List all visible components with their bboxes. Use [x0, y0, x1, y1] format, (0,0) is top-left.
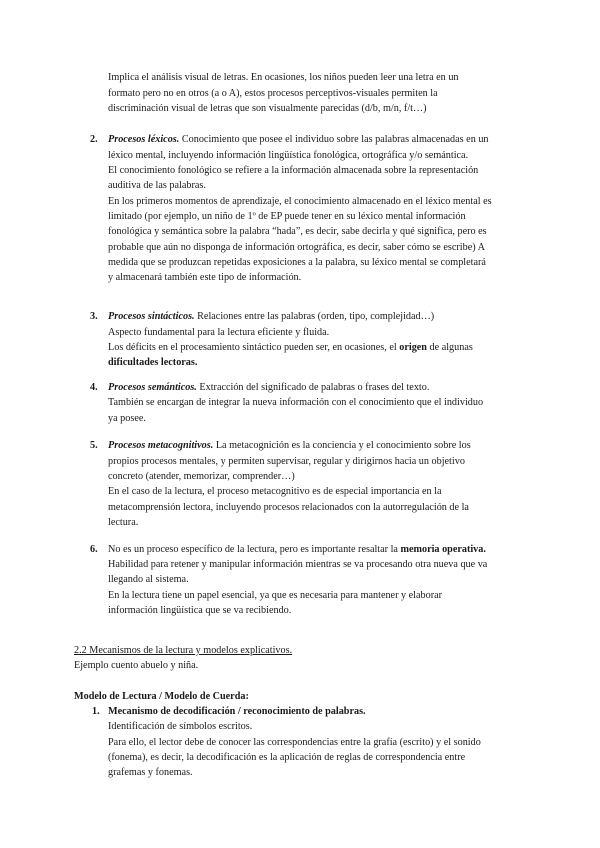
intro-line-3: discriminación visual de letras que son visualmente parecidas (d/b, m/n, f/t…) [108, 103, 427, 114]
item-3-line-2: Aspecto fundamental para la lectura eficiente y fluida. [108, 327, 330, 338]
item-2-line-7: fonológica y semántica sobre la palabra “hada”, es decir, sabe decirla y qué significa, pero es [108, 226, 487, 237]
item-6-line-1: No es un proceso específico de la lectura, pero es importante resaltar la [108, 544, 401, 555]
item-5-number: 5. [90, 440, 98, 451]
item-5-line-3: concreto (atender, memorizar, comprender…) [108, 471, 295, 482]
item-2-line-4: auditiva de las palabras. [108, 180, 206, 191]
model-title: Modelo de Lectura / Modelo de Cuerda: [74, 691, 249, 702]
item-3-line-4: dificultades lectoras. [108, 357, 198, 368]
intro-line-2: formato pero no en otros (a o A), estos procesos perceptivos-visuales permiten la [108, 88, 438, 99]
item-4-first-line [108, 380, 429, 396]
item-6-line-4: En la lectura tiene un papel esencial, ya que es necesaria para mantener y elaborar [108, 590, 443, 601]
item-2-line-2: léxico mental, incluyendo información lingüística fonológica, ortográfica y/o semántica. [108, 150, 469, 161]
item-6-number: 6. [90, 544, 98, 555]
item-5-first-line [108, 438, 471, 454]
item-6-line-5: información lingüística que se va recibiendo. [108, 605, 292, 616]
item-4-title: Procesos semánticos. [108, 382, 197, 393]
item-2-title: Procesos léxicos. [108, 134, 180, 145]
item-5-line-5: metacomprensión lectora, incluyendo procesos relacionados con la autorregulación de la [108, 502, 469, 513]
item-3-after-origen: de algunas [426, 342, 473, 353]
sub-1-number: 1. [92, 706, 100, 717]
sub-1-title: Mecanismo de decodificación / reconocimiento de palabras. [108, 706, 366, 717]
item-4-line-2: También se encargan de integrar la nueva información con el conocimiento que el individuo [108, 397, 484, 408]
item-2-line-8: probable que aún no disponga de información ortográfica, es decir, saber cómo se escribe) A [108, 242, 485, 253]
item-6-line-2: Habilidad para retener y manipular información mientras se va procesando otra nueva que va [108, 559, 488, 570]
item-3-title: Procesos sintácticos. [108, 311, 195, 322]
item-3-origen: origen [399, 342, 427, 353]
item-3-number: 3. [90, 311, 98, 322]
item-3-line-3 [108, 340, 473, 356]
sub-1-line-2: Para ello, el lector debe de conocer las correspondencias entre la grafía (escrito) y el sonido [108, 737, 481, 748]
item-2-first-line [108, 132, 489, 148]
item-6-line-3: llegando al sistema. [108, 574, 189, 585]
section-example: Ejemplo cuento abuelo y niña. [74, 660, 199, 671]
section-heading: 2.2 Mecanismos de la lectura y modelos explicativos. [74, 645, 293, 656]
item-5-line-4: En el caso de la lectura, el proceso metacognitivo es de especial importancia en la [108, 486, 442, 497]
item-5-line-6: lectura. [108, 517, 139, 528]
item-4-line-3: ya posee. [108, 413, 146, 424]
item-2-number: 2. [90, 134, 98, 145]
sub-1-line-1: Identificación de símbolos escritos. [108, 721, 253, 732]
item-2-line-1: Conocimiento que posee el individuo sobre las palabras almacenadas en un [179, 134, 489, 145]
intro-line-1: Implica el análisis visual de letras. En ocasiones, los niños pueden leer una letra en un [108, 72, 459, 83]
item-2-line-9: medida que se produzcan repetidas exposiciones a la palabra, su léxico mental se completará [108, 257, 486, 268]
sub-1-line-3: (fonema), es decir, la decodificación es la aplicación de reglas de correspondencia entre [108, 752, 466, 763]
item-5-line-2: propios procesos mentales, y permiten supervisar, regular y dirigirnos hacia un objetivo [108, 456, 465, 467]
item-3-first-line [108, 309, 434, 325]
item-3-line-3-text: Los déficits en el procesamiento sintáctico pueden ser, en ocasiones, el [108, 342, 400, 353]
sub-1-line-4: grafemas y fonemas. [108, 767, 193, 778]
item-2-line-10: y almacenará también este tipo de información. [108, 272, 302, 283]
item-6-first-line [108, 542, 486, 558]
item-2-line-6: limitado (por ejemplo, un niño de 1º de EP puede tener en su léxico mental información [108, 211, 466, 222]
item-5-title: Procesos metacognitivos. [108, 440, 214, 451]
item-5-line-1: La metacognición es la conciencia y el conocimiento sobre los [213, 440, 471, 451]
item-2-line-3: El conocimiento fonológico se refiere a la información almacenada sobre la representación [108, 165, 479, 176]
item-3-line-1: Relaciones entre las palabras (orden, tipo, complejidad…) [194, 311, 435, 322]
item-4-line-1: Extracción del significado de palabras o frases del texto. [196, 382, 430, 393]
item-2-line-5: En los primeros momentos de aprendizaje, el conocimiento almacenado en el léxico mental es [108, 196, 492, 207]
item-6-bold-term: memoria operativa. [400, 544, 486, 555]
item-4-number: 4. [90, 382, 98, 393]
